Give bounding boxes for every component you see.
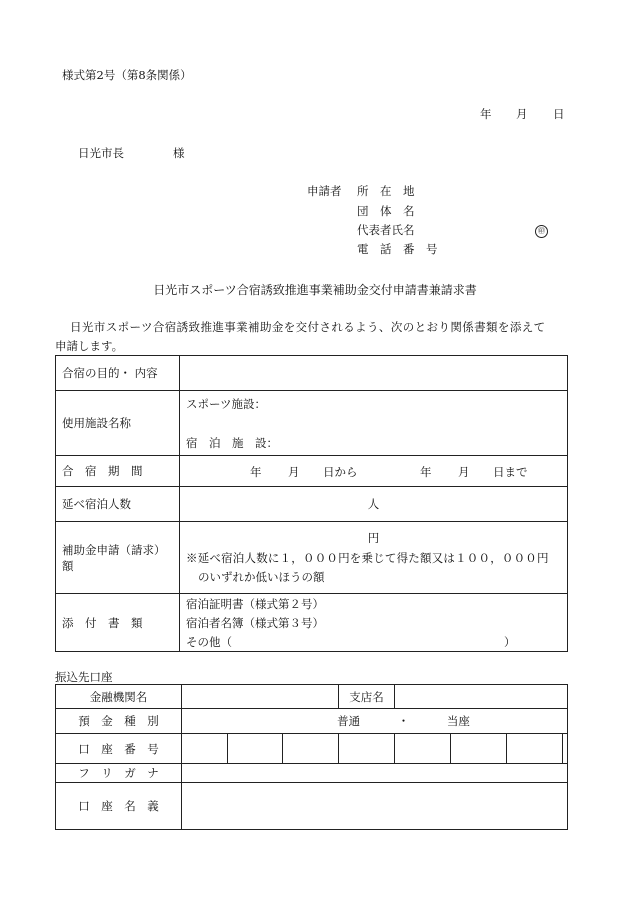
purpose-field[interactable] xyxy=(180,356,568,391)
account-digit-3[interactable] xyxy=(283,734,339,764)
branch-label: 支店名 xyxy=(339,685,395,709)
form-number: 様式第2号（第8条関係） xyxy=(62,68,192,82)
account-holder-field[interactable] xyxy=(182,783,568,830)
applicant-phone-label: 電 話 番 号 xyxy=(357,242,438,256)
period-row xyxy=(56,456,568,487)
guests-label: 延べ宿泊人数 xyxy=(56,487,180,522)
bank-name-label: 金融機関名 xyxy=(56,685,182,709)
period-year-2: 年 xyxy=(420,465,432,479)
guests-field[interactable] xyxy=(180,487,568,522)
account-type-row xyxy=(56,709,568,734)
document-title: 日光市スポーツ合宿誘致推進事業補助金交付申請書兼請求書 xyxy=(153,283,477,297)
attachment-other-close: ） xyxy=(504,634,516,649)
date-day-label: 日 xyxy=(553,107,565,121)
account-number-row xyxy=(56,734,568,764)
bank-section-title: 振込先口座 xyxy=(55,670,113,684)
attachment-guest-list: 宿泊者名簿（様式第３号） xyxy=(186,615,324,630)
bank-name-field[interactable] xyxy=(182,685,339,709)
period-field[interactable] xyxy=(180,456,568,487)
attachment-lodging-certificate: 宿泊証明書（様式第２号） xyxy=(186,596,324,611)
account-digit-2[interactable] xyxy=(228,734,283,764)
amount-row xyxy=(56,522,568,594)
applicant-group-label: 団 体 名 xyxy=(357,204,415,218)
attachment-other[interactable] xyxy=(186,634,561,650)
applicant-representative-label: 代表者氏名 xyxy=(357,223,415,237)
account-digit-1[interactable] xyxy=(182,734,228,764)
bank-name-row xyxy=(56,685,568,709)
seal-mark xyxy=(535,222,548,238)
seal-icon: ㊞ xyxy=(535,225,548,238)
account-digit-4[interactable] xyxy=(339,734,395,764)
sports-facility-label: スポーツ施設： xyxy=(186,396,267,411)
facility-label: 使用施設名称 xyxy=(56,391,180,456)
amount-field[interactable] xyxy=(180,522,568,594)
account-digit-8[interactable] xyxy=(563,734,568,764)
addressee-honorific: 様 xyxy=(173,146,185,160)
facility-row xyxy=(56,391,568,456)
furigana-field[interactable] xyxy=(182,764,568,783)
period-month-2: 月 xyxy=(458,465,470,479)
guests-row xyxy=(56,487,568,522)
account-digit-7[interactable] xyxy=(507,734,563,764)
applicant-address-label: 所 在 地 xyxy=(357,184,415,198)
date-month-label: 月 xyxy=(516,107,528,121)
attachment-other-label: その他（ xyxy=(186,634,232,649)
account-type-field[interactable] xyxy=(182,709,568,734)
amount-note-line-2: のいずれか低いほうの額 xyxy=(198,570,325,584)
account-type-label: 預 金 種 別 xyxy=(56,709,182,734)
attachments-label: 添 付 書 類 xyxy=(56,594,180,652)
application-table xyxy=(55,355,568,652)
addressee: 日光市長 xyxy=(78,146,124,160)
account-digit-6[interactable] xyxy=(451,734,507,764)
facility-field[interactable] xyxy=(180,391,568,456)
period-month-1: 月 xyxy=(288,465,300,479)
amount-unit: 円 xyxy=(367,531,380,545)
applicant-label: 申請者 xyxy=(307,184,342,198)
period-label: 合 宿 期 間 xyxy=(56,456,180,487)
guests-unit: 人 xyxy=(367,497,380,511)
account-number-label: 口 座 番 号 xyxy=(56,734,182,764)
account-type-separator: ・ xyxy=(397,714,410,728)
amount-label: 補助金申請（請求）額 xyxy=(56,522,180,594)
period-to: 日まで xyxy=(493,465,528,479)
account-type-normal[interactable]: 普通 xyxy=(337,714,361,728)
branch-field[interactable] xyxy=(395,685,568,709)
intro-line-2: 申請します。 xyxy=(55,339,124,353)
amount-note-line-1: ※延べ宿泊人数に１，０００円を乗じて得た額又は１００，０００円 xyxy=(186,551,549,565)
account-digit-5[interactable] xyxy=(395,734,451,764)
lodging-facility-label: 宿 泊 施 設： xyxy=(186,435,278,450)
date-year-label: 年 xyxy=(480,107,492,121)
attachments-row xyxy=(56,594,568,652)
period-year-1: 年 xyxy=(250,465,262,479)
purpose-label: 合宿の目的・ 内容 xyxy=(56,356,180,391)
attachments-field xyxy=(180,594,568,652)
furigana-label: フ リ ガ ナ xyxy=(56,764,182,783)
account-holder-row xyxy=(56,783,568,830)
account-type-current[interactable]: 当座 xyxy=(446,714,470,728)
purpose-row xyxy=(56,356,568,391)
intro-line-1: 日光市スポーツ合宿誘致推進事業補助金を交付されるよう、次のとおり関係書類を添えて xyxy=(70,320,546,334)
furigana-row xyxy=(56,764,568,783)
period-from: 日から xyxy=(323,465,358,479)
account-holder-label: 口 座 名 義 xyxy=(56,783,182,830)
bank-account-table xyxy=(55,684,568,830)
